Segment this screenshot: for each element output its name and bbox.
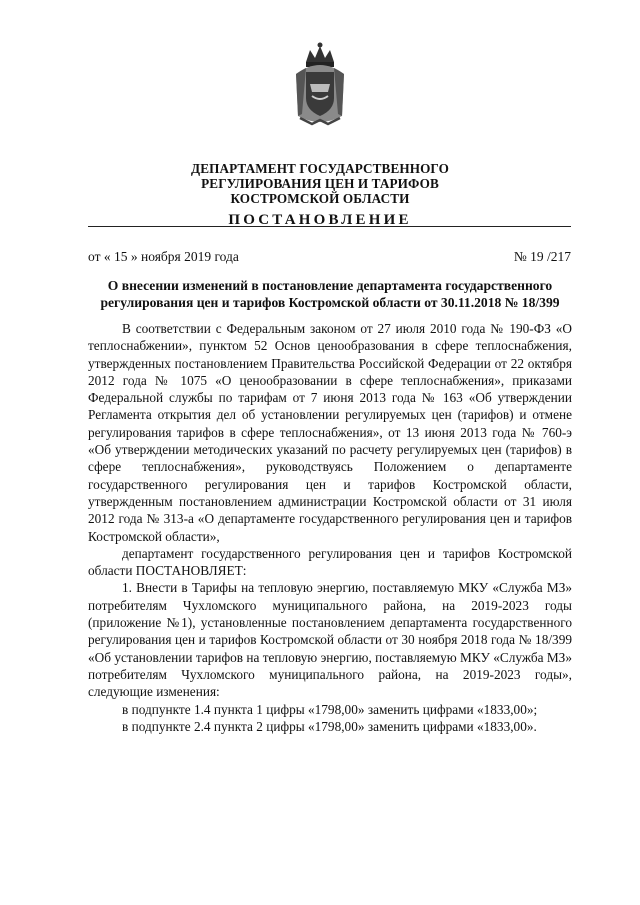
paragraph-resolves: департамент государственного регулирования цен и тарифов Костромской области ПОСТАНОВЛЯЕТ: [88,545,572,579]
paragraph-subitem-1-4: в подпункте 1.4 пункта 1 цифры «1798,00» заменить цифрами «1833,00»; [122,701,538,717]
coat-of-arms-emblem [292,40,348,128]
subject-line-1: О внесении изменений в постановление департамента государственного [107,278,553,293]
document-type-title: ПОСТАНОВЛЕНИЕ [228,212,412,228]
department-name-line-2: РЕГУЛИРОВАНИЯ ЦЕН И ТАРИФОВ [201,176,439,191]
department-name-line-1: ДЕПАРТАМЕНТ ГОСУДАРСТВЕННОГО [191,161,449,176]
document-body [88,320,572,735]
document-number: № 19 /217 [513,249,571,264]
paragraph-legal-basis: В соответствии с Федеральным законом от 27 июля 2010 года № 190-ФЗ «О теплоснабжении», пунктом 52 Основ ценообразования в сфере теплоснабжения, утвержденных постановлением Правительства Российской Федерации от 22 октября 2012 года № 1075 «О ценообразовании в сфере теплоснабжения», приказами Федеральной службы по тарифам от 7 июня 2013 года № 163 «Об утверждении Регламента открытия дел об установлении регулируемых цен (тарифов) и отмене регулирования тарифов в сфере теплоснабжения», от 13 июня 2013 года № 760-э «Об утверждении методических указаний по расчету регулируемых цен (тарифов) в сфере теплоснабжения», руководствуясь Положением о департаменте государственного регулирования цен и тарифов Костромской области, утвержденным постановлением администрации Костромской области от 31 июля 2012 года № 313-а «О департаменте государственного регулирования цен и тарифов Костромской области», [88,321,572,544]
header-divider [88,226,571,227]
document-subject [80,277,580,311]
document-date: от « 15 » ноября 2019 года [88,249,239,264]
paragraph-subitem-2-4: в подпункте 2.4 пункта 2 цифры «1798,00» заменить цифрами «1833,00». [122,718,537,734]
department-header [0,161,640,229]
department-name-line-3: КОСТРОМСКОЙ ОБЛАСТИ [230,191,410,206]
paragraph-item-1: 1. Внести в Тарифы на тепловую энергию, поставляемую МКУ «Служба МЗ» потребителям Чухломского муниципального района, на 2019-2023 годы (приложение №1), установленные постановлением департамента государственного регулирования цен и тарифов Костромской области от 30 ноября 2018 года № 18/399 «Об установлении тарифов на тепловую энергию, поставляемую МКУ «Служба МЗ» потребителям Чухломского муниципального района, на 2019-2023 годы», следующие изменения: [88,580,572,700]
subject-line-2: регулирования цен и тарифов Костромской области от 30.11.2018 № 18/399 [100,295,560,310]
